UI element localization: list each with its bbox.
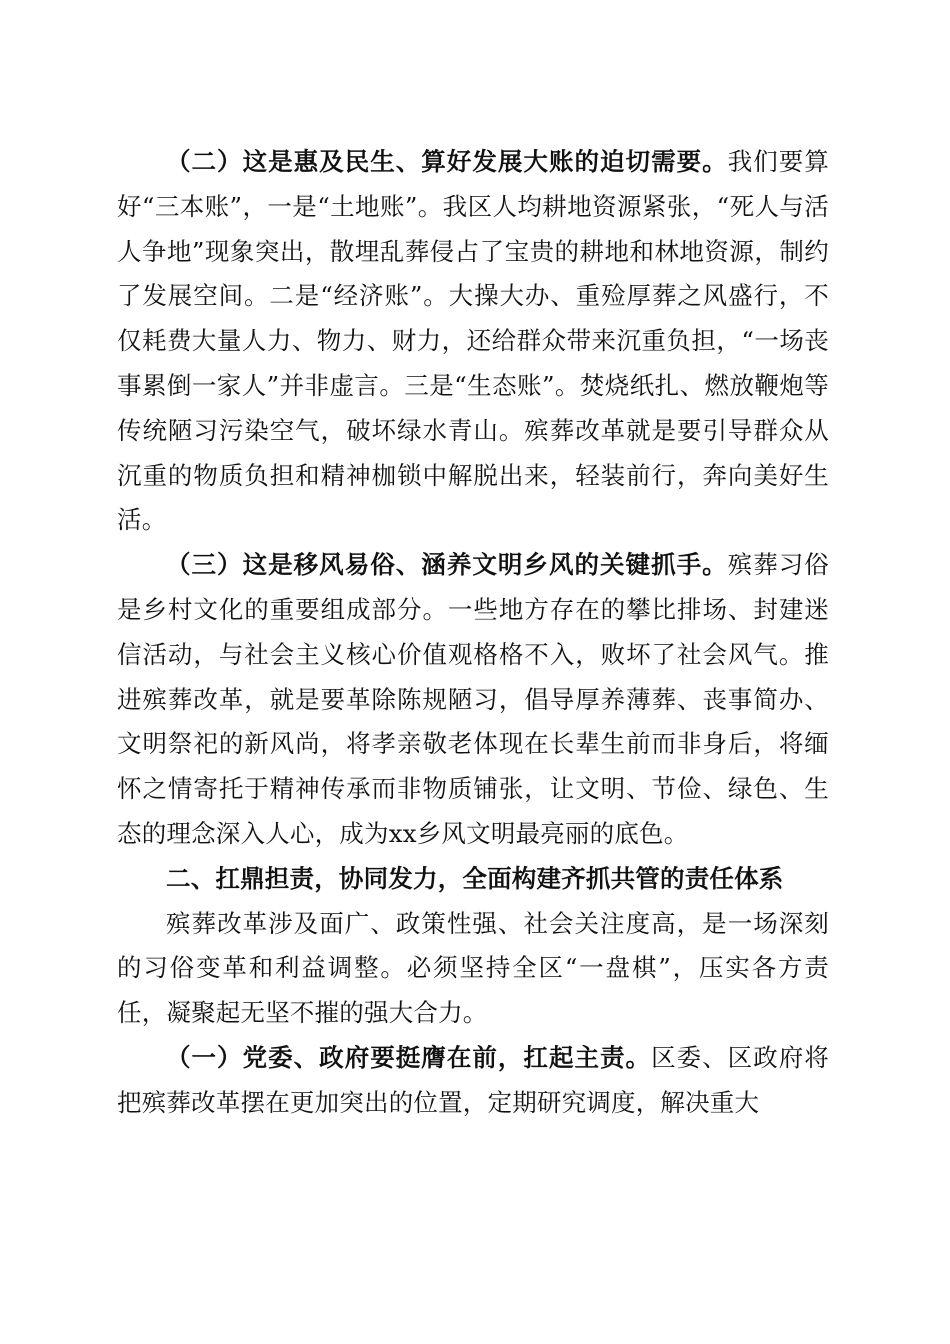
paragraph-lead: （三）这是移风易俗、涵养文明乡风的关键抓手。 — [166, 550, 728, 580]
paragraph-party-responsibility — [117, 1036, 829, 1126]
paragraph-body: 殡葬习俗是乡村文化的重要组成部分。一些地方存在的攀比排场、封建迷信活动，与社会主义核心价值观格格不入，败坏了社会风气。推进殡葬改革，就是要革除陈规陋习，倡导厚养薄葬、丧事简办、文明祭祀的新风尚，将孝亲敬老体现在长辈生前而非身后，将缅怀之情寄托于精神传承而非物质铺张，让文明、节俭、绿色、生态的理念深入人心，成为xx乡风文明最亮丽的底色。 — [117, 550, 829, 848]
section-heading: 二、扛鼎担责，协同发力，全面构建齐抓共管的责任体系 — [166, 863, 784, 893]
paragraph-civilized-customs — [117, 543, 829, 857]
document-page — [117, 140, 829, 1126]
paragraph-economic-need — [117, 140, 829, 543]
section-intro: 殡葬改革涉及面广、政策性强、社会关注度高，是一场深刻的习俗变革和利益调整。必须坚持全区“一盘棋”，压实各方责任，凝聚起无坚不摧的强大合力。 — [117, 908, 829, 1028]
paragraph-body: 区委、区政府将把殡葬改革摆在更加突出的位置，定期研究调度，解决重大 — [117, 1042, 829, 1117]
paragraph-lead: （二）这是惠及民生、算好发展大账的迫切需要。 — [166, 147, 728, 176]
paragraph-body: 我们要算好“三本账”，一是“土地账”。我区人均耕地资源紧张，“死人与活人争地”现象突出，散埋乱葬侵占了宝贵的耕地和林地资源，制约了发展空间。二是“经济账”。大操大办、重殓厚葬之风盛行，不仅耗费大量人力、物力、财力，还给群众带来沉重负担，“一场丧事累倒一家人”并非虚言。三是“生态账”。焚烧纸扎、燃放鞭炮等传统陋习污染空气，破坏绿水青山。殡葬改革就是要引导群众从沉重的物质负担和精神枷锁中解脱出来，轻装前行，奔向美好生活。 — [117, 147, 829, 535]
paragraph-lead: （一）党委、政府要挺膺在前，扛起主责。 — [166, 1042, 652, 1072]
